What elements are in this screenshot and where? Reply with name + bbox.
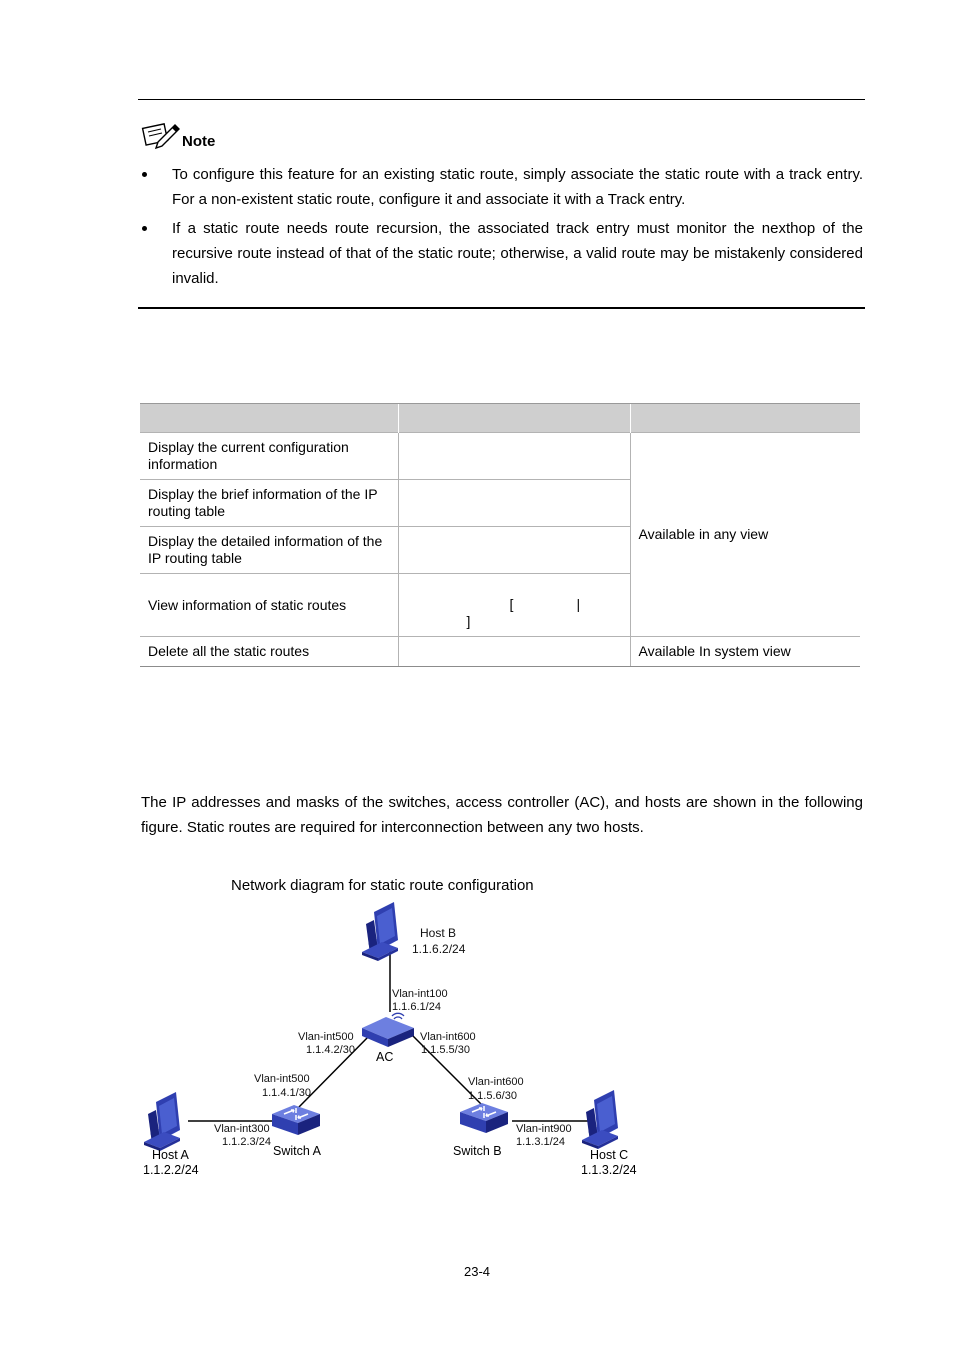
command-cell bbox=[398, 433, 630, 480]
remarks-cell: Available in any view bbox=[630, 433, 860, 637]
bullet-dot bbox=[142, 172, 147, 177]
note-bullet: If a static route needs route recursion, the associated track entry must monitor the nexthop of the recursive route instead of that of the static route; otherwise, a valid route may be mistakenly considered invalid. bbox=[141, 216, 863, 291]
host-b-name: Host B bbox=[420, 926, 457, 940]
task-cell: View information of static routes bbox=[140, 574, 398, 637]
switch-b-up-ip: 1.1.5.6/30 bbox=[468, 1090, 517, 1102]
task-cell: Delete all the static routes bbox=[140, 637, 398, 667]
page-number: 23-4 bbox=[463, 1264, 491, 1279]
remarks-cell: Available In system view bbox=[630, 637, 860, 667]
command-cell bbox=[398, 637, 630, 667]
ac-right-ip: 1.1.5.5/30 bbox=[421, 1044, 470, 1056]
note-pencil-icon bbox=[141, 120, 181, 150]
host-c-computer-icon bbox=[582, 1090, 618, 1149]
figure-caption: Network diagram for static route configuration bbox=[231, 877, 534, 894]
ac-left-ip: 1.1.4.2/30 bbox=[306, 1044, 355, 1056]
command-fragment: | bbox=[576, 596, 581, 612]
network-diagram bbox=[130, 900, 670, 1190]
ac-right-interface: Vlan-int600 bbox=[420, 1031, 476, 1043]
host-a-ip: 1.1.2.2/24 bbox=[143, 1163, 199, 1177]
host-c-ip: 1.1.3.2/24 bbox=[581, 1163, 637, 1177]
body-paragraph: The IP addresses and masks of the switches, access controller (AC), and hosts are shown in the following figure. Static routes are required for interconnection between any two hosts. bbox=[141, 794, 863, 836]
task-cell: Display the brief information of the IP routing table bbox=[140, 480, 398, 527]
bullet-dot bbox=[142, 226, 147, 231]
ac-up-interface: Vlan-int100 bbox=[392, 988, 448, 1000]
command-fragment: [ bbox=[509, 596, 514, 612]
switch-a-name: Switch A bbox=[273, 1144, 321, 1158]
header-cell bbox=[140, 404, 398, 433]
host-b-computer-icon bbox=[362, 902, 398, 961]
switch-a-up-ip: 1.1.4.1/30 bbox=[262, 1087, 311, 1099]
note-bottom-rule bbox=[138, 307, 865, 309]
switch-b-name: Switch B bbox=[453, 1144, 502, 1158]
note-top-rule bbox=[138, 99, 865, 100]
switch-a-left-interface: Vlan-int300 bbox=[214, 1123, 270, 1135]
header-cell bbox=[398, 404, 630, 433]
table-header-row bbox=[140, 404, 860, 433]
task-cell: Display the detailed information of the IP routing table bbox=[140, 527, 398, 574]
note-bullet-list bbox=[141, 162, 863, 295]
display-commands-table bbox=[140, 403, 860, 667]
note-label: Note bbox=[182, 133, 216, 150]
task-cell: Display the current configuration information bbox=[140, 433, 398, 480]
host-a-computer-icon bbox=[144, 1092, 180, 1151]
switch-a-left-ip: 1.1.2.3/24 bbox=[222, 1136, 271, 1148]
command-cell bbox=[398, 480, 630, 527]
command-cell bbox=[398, 574, 630, 637]
switch-b-right-interface: Vlan-int900 bbox=[516, 1123, 572, 1135]
switch-a-up-interface: Vlan-int500 bbox=[254, 1073, 310, 1085]
command-fragment: ] bbox=[466, 613, 471, 629]
note-bullet: To configure this feature for an existing static route, simply associate the static route with a track entry. For a non-existent static route, configure it and associate it with a Track entry. bbox=[141, 162, 863, 212]
command-cell bbox=[398, 527, 630, 574]
table-row bbox=[140, 433, 860, 480]
ac-name: AC bbox=[376, 1050, 394, 1064]
header-cell bbox=[630, 404, 860, 433]
host-b-ip: 1.1.6.2/24 bbox=[412, 942, 466, 956]
ac-up-ip: 1.1.6.1/24 bbox=[392, 1001, 441, 1013]
ac-left-interface: Vlan-int500 bbox=[298, 1031, 354, 1043]
network-diagram-graphics bbox=[130, 900, 670, 1190]
switch-b-up-interface: Vlan-int600 bbox=[468, 1076, 524, 1088]
table-row bbox=[140, 637, 860, 667]
switch-a-icon bbox=[272, 1105, 320, 1135]
switch-b-right-ip: 1.1.3.1/24 bbox=[516, 1136, 565, 1148]
host-a-name: Host A bbox=[152, 1148, 189, 1162]
host-c-name: Host C bbox=[590, 1148, 629, 1162]
switch-b-icon bbox=[460, 1103, 508, 1133]
